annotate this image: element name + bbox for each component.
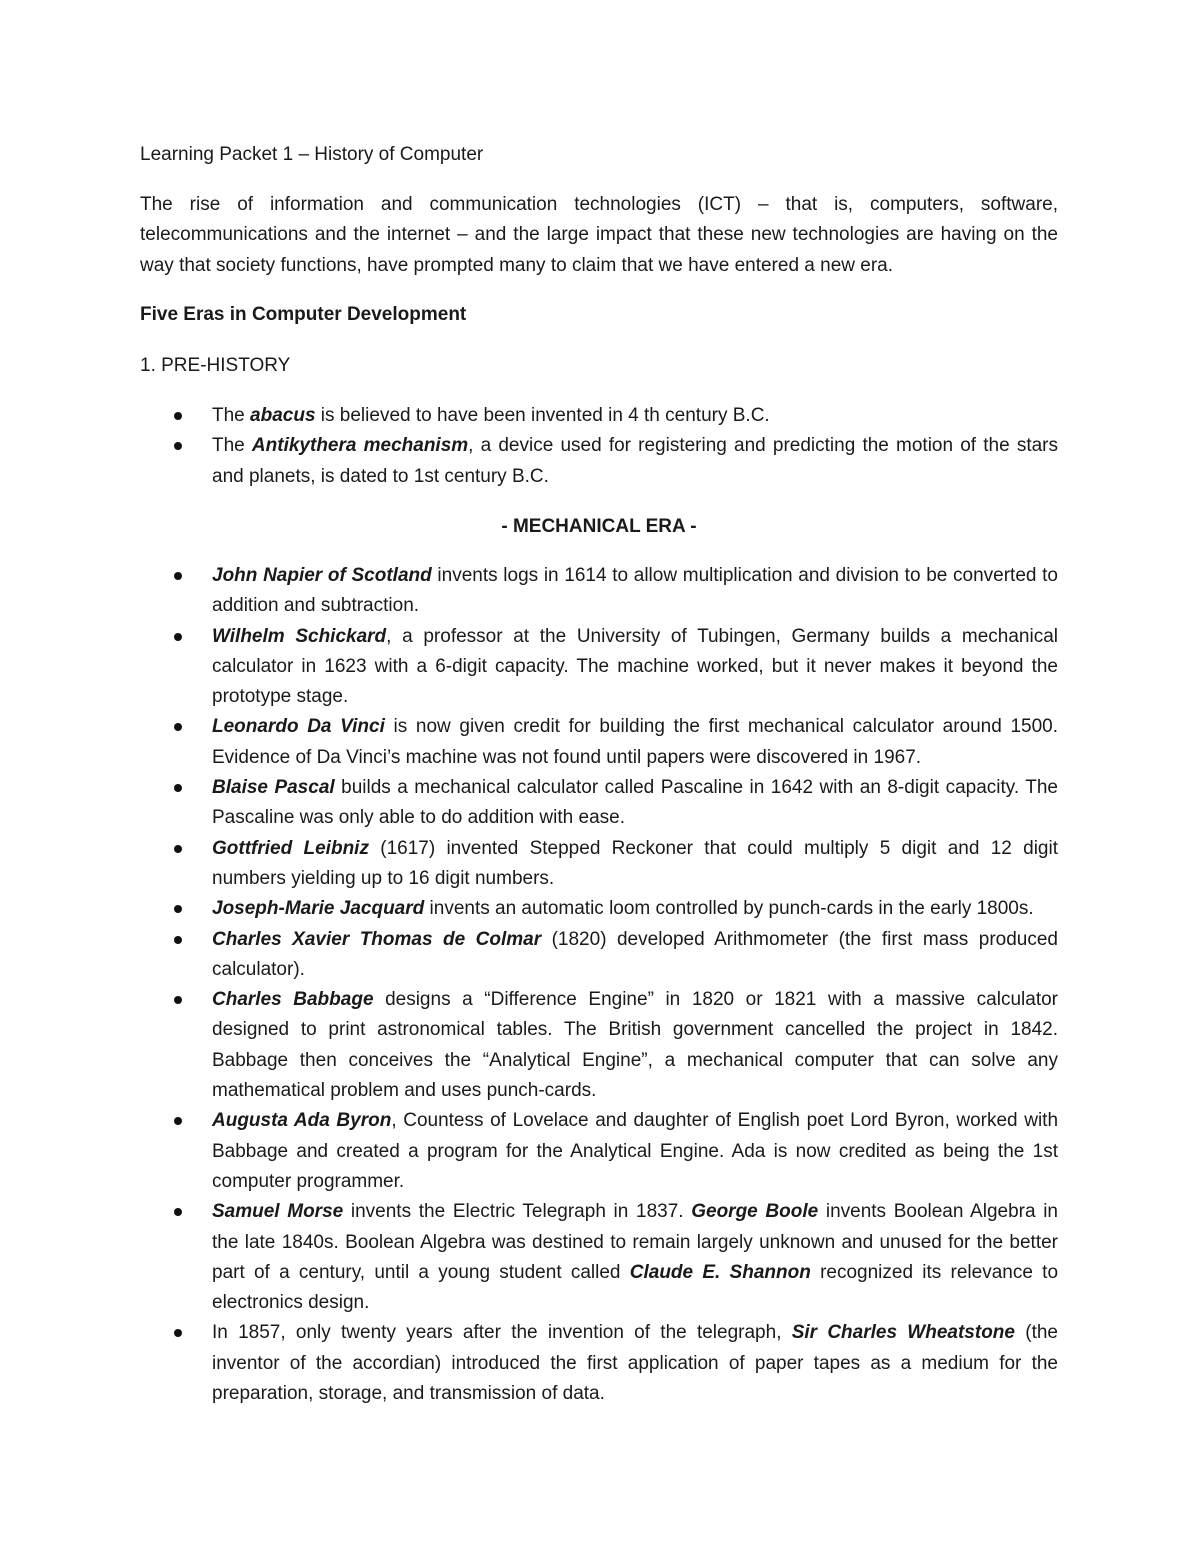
emphasized-name: Charles Babbage bbox=[212, 989, 374, 1011]
list-item bbox=[140, 431, 1058, 492]
list-item bbox=[140, 1106, 1058, 1197]
list-item bbox=[140, 712, 1058, 773]
intro-paragraph: The rise of information and communication technologies (ICT) – that is, computers, software, telecommunications and the internet – and the large impact that these new technologies are having on the way that society functions, have prompted many to claim that we have entered a new era. bbox=[140, 194, 1058, 276]
item-text: The bbox=[212, 435, 252, 457]
bullet-icon bbox=[174, 1329, 182, 1337]
item-text: (the inventor of the accordian) introduced the first application of paper tapes as a medium for the preparation, storage, and transmission of data. bbox=[212, 1322, 1058, 1405]
item-text: invents an automatic loom controlled by punch-cards in the early 1800s. bbox=[424, 898, 1034, 920]
list-item bbox=[140, 834, 1058, 895]
bullet-icon bbox=[174, 784, 182, 792]
item-text: is believed to have been invented in 4 th century B.C. bbox=[315, 405, 770, 426]
emphasized-name: Charles Xavier Thomas de Colmar bbox=[212, 928, 542, 950]
item-text: , a professor at the University of Tubingen, Germany builds a mechanical calculator in 1623 with a 6-digit capacity. The machine worked, but it never makes it beyond the prototype stage. bbox=[212, 625, 1058, 708]
emphasized-name: abacus bbox=[250, 405, 316, 426]
bullet-icon bbox=[174, 572, 182, 580]
bullet-icon bbox=[174, 1117, 182, 1125]
emphasized-name: John Napier of Scotland bbox=[212, 565, 432, 586]
bullet-icon bbox=[174, 442, 182, 450]
item-text: builds a mechanical calculator called Pascaline in 1642 with an 8-digit capacity. The Pascaline was only able to do addition with ease. bbox=[212, 777, 1058, 829]
list-item bbox=[140, 773, 1058, 834]
item-text: In 1857, only twenty years after the invention of the telegraph, bbox=[212, 1322, 792, 1344]
item-text: invents logs in 1614 to allow multiplication and division to be converted to addition and subtraction. bbox=[212, 565, 1058, 617]
emphasized-name: Joseph-Marie Jacquard bbox=[212, 898, 425, 920]
bullet-icon bbox=[174, 1208, 182, 1216]
bullet-icon bbox=[174, 845, 182, 853]
item-text: , Countess of Lovelace and daughter of English poet Lord Byron, worked with Babbage and created a program for the Analytical Engine. Ada is now credited as being the 1st computer programmer. bbox=[212, 1110, 1059, 1192]
item-text: , a device used for registering and predicting the motion of the stars and planets, is dated to 1st century B.C. bbox=[212, 435, 1058, 487]
prehistory-label: 1. PRE-HISTORY bbox=[140, 355, 291, 376]
list-item bbox=[140, 1318, 1058, 1409]
bullet-icon bbox=[174, 936, 182, 944]
list-item bbox=[140, 894, 1058, 924]
list-item bbox=[140, 985, 1058, 1106]
item-text: recognized its relevance to electronics design. bbox=[212, 1261, 1059, 1314]
emphasized-name: Sir Charles Wheatstone bbox=[791, 1322, 1015, 1344]
item-text: The bbox=[212, 405, 251, 426]
bullet-icon bbox=[174, 996, 182, 1004]
list-item bbox=[140, 622, 1058, 713]
emphasized-name: Augusta Ada Byron bbox=[212, 1110, 392, 1132]
emphasized-name: Blaise Pascal bbox=[212, 777, 335, 799]
item-text: invents the Electric Telegraph in 1837. bbox=[343, 1201, 692, 1223]
item-text: (1617) invented Stepped Reckoner that could multiply 5 digit and 12 digit numbers yielding up to 16 digit numbers. bbox=[212, 837, 1058, 889]
emphasized-name: Claude E. Shannon bbox=[629, 1261, 811, 1283]
mechanical-era-list bbox=[140, 561, 1058, 1409]
item-text: is now given credit for building the first mechanical calculator around 1500. Evidence of Da Vinci’s machine was not found until papers were discovered in 1967. bbox=[212, 716, 1058, 768]
item-text: (1820) developed Arithmometer (the first mass produced calculator). bbox=[212, 928, 1058, 980]
list-item bbox=[140, 925, 1058, 986]
emphasized-name: Gottfried Leibniz bbox=[212, 837, 369, 859]
list-item bbox=[140, 401, 1058, 431]
emphasized-name: Samuel Morse bbox=[212, 1201, 344, 1223]
list-item bbox=[140, 561, 1058, 622]
bullet-icon bbox=[174, 905, 182, 913]
emphasized-name: Wilhelm Schickard bbox=[212, 625, 387, 647]
page-title: Learning Packet 1 – History of Computer bbox=[140, 144, 484, 165]
item-text: designs a “Difference Engine” in 1820 or 1821 with a massive calculator designed to print astronomical tables. The British government cancelled the project in 1842. Babbage then conceives the “Analytical Engine”, a mechanical computer that can solve any mathematical problem and uses punch-cards. bbox=[212, 989, 1058, 1102]
bullet-icon bbox=[174, 412, 182, 420]
emphasized-name: Leonardo Da Vinci bbox=[212, 716, 385, 738]
section-heading: Five Eras in Computer Development bbox=[140, 304, 467, 325]
list-item bbox=[140, 1197, 1058, 1318]
mechanical-era-heading: - MECHANICAL ERA - bbox=[501, 516, 697, 537]
bullet-icon bbox=[174, 723, 182, 731]
item-text: invents Boolean Algebra in the late 1840s. Boolean Algebra was destined to remain largely unknown and unused for the better part of a century, until a young student called bbox=[212, 1201, 1059, 1283]
emphasized-name: Antikythera mechanism bbox=[251, 435, 469, 457]
prehistory-list bbox=[140, 401, 1058, 492]
emphasized-name: George Boole bbox=[691, 1201, 819, 1223]
bullet-icon bbox=[174, 633, 182, 641]
